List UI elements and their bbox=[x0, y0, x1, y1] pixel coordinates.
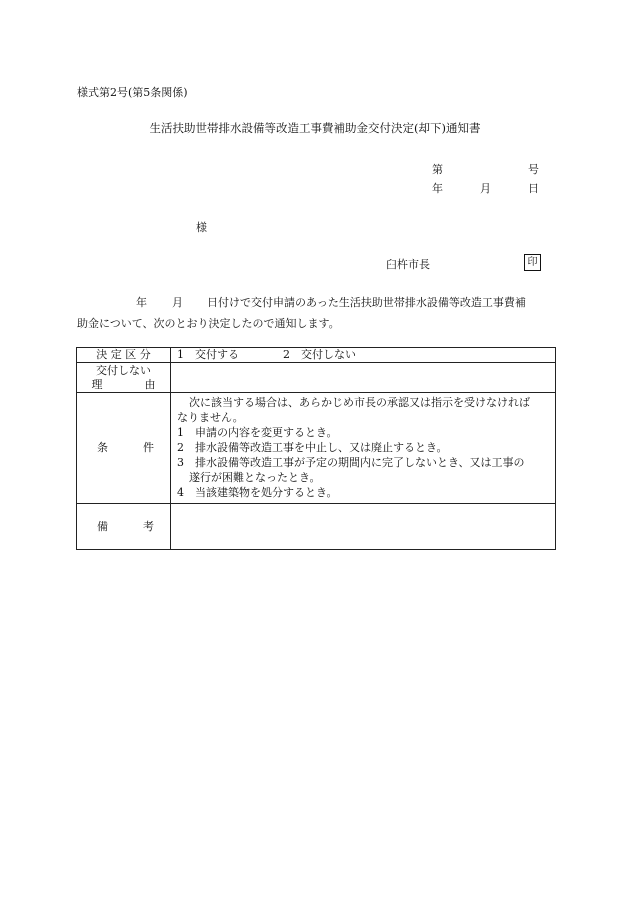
decision-label: 決 定 区 分 bbox=[77, 348, 171, 363]
conditions-label bbox=[77, 393, 171, 504]
condition-line: 1 申請の内容を変更するとき。 bbox=[177, 426, 338, 439]
date-day: 日 bbox=[528, 182, 539, 195]
reason-label-top: 交付しない bbox=[96, 363, 151, 377]
option-grant: 1 交付する bbox=[177, 348, 239, 361]
body-month: 月 bbox=[172, 296, 183, 309]
decision-table bbox=[76, 347, 556, 550]
remarks-value bbox=[171, 504, 556, 550]
body-text-line2: 助金について、次のとおり決定したので通知します。 bbox=[77, 317, 340, 330]
condition-line: 遂行が困難となったとき。 bbox=[189, 471, 321, 484]
decision-row bbox=[77, 348, 556, 363]
remarks-label-kou: 考 bbox=[143, 519, 154, 533]
condition-line: なりません。 bbox=[177, 411, 244, 424]
date-year: 年 bbox=[432, 182, 443, 195]
condition-line: 4 当該建築物を処分するとき。 bbox=[177, 486, 338, 499]
number-dai: 第 bbox=[432, 163, 443, 176]
seal-stamp: 印 bbox=[524, 254, 541, 271]
form-number-label: 様式第2号(第5条関係) bbox=[77, 86, 188, 99]
number-gou: 号 bbox=[528, 163, 539, 176]
condition-line: 2 排水設備等改造工事を中止し、又は廃止するとき。 bbox=[177, 441, 448, 454]
condition-line: 3 排水設備等改造工事が予定の期間内に完了しないとき、又は工事の bbox=[177, 456, 525, 469]
conditions-row bbox=[77, 393, 556, 504]
conditions-text bbox=[171, 393, 556, 504]
document-title: 生活扶助世帯排水設備等改造工事費補助金交付決定(却下)通知書 bbox=[149, 121, 481, 135]
reason-label-ri: 理 bbox=[91, 377, 103, 391]
reason-value bbox=[171, 363, 556, 393]
conditions-label-ken: 件 bbox=[143, 441, 154, 454]
body-year: 年 bbox=[136, 296, 147, 309]
body-line1-text: 日付けで交付申請のあった生活扶助世帯排水設備等改造工事費補 bbox=[207, 296, 526, 309]
condition-line: 次に該当する場合は、あらかじめ市長の承認又は指示を受けなければ bbox=[189, 396, 530, 409]
remarks-row bbox=[77, 504, 556, 550]
issuer-name: 臼杵市長 bbox=[386, 258, 430, 271]
remarks-label bbox=[77, 504, 171, 550]
date-month: 月 bbox=[480, 182, 491, 195]
reason-label bbox=[77, 363, 171, 393]
remarks-label-bi: 備 bbox=[97, 519, 108, 533]
addressee-sama: 様 bbox=[196, 221, 207, 234]
decision-options bbox=[171, 348, 556, 363]
reason-label-yu: 由 bbox=[144, 377, 156, 391]
conditions-label-jou: 条 bbox=[97, 441, 108, 454]
option-no-grant: 2 交付しない bbox=[283, 348, 356, 361]
reason-row bbox=[77, 363, 556, 393]
